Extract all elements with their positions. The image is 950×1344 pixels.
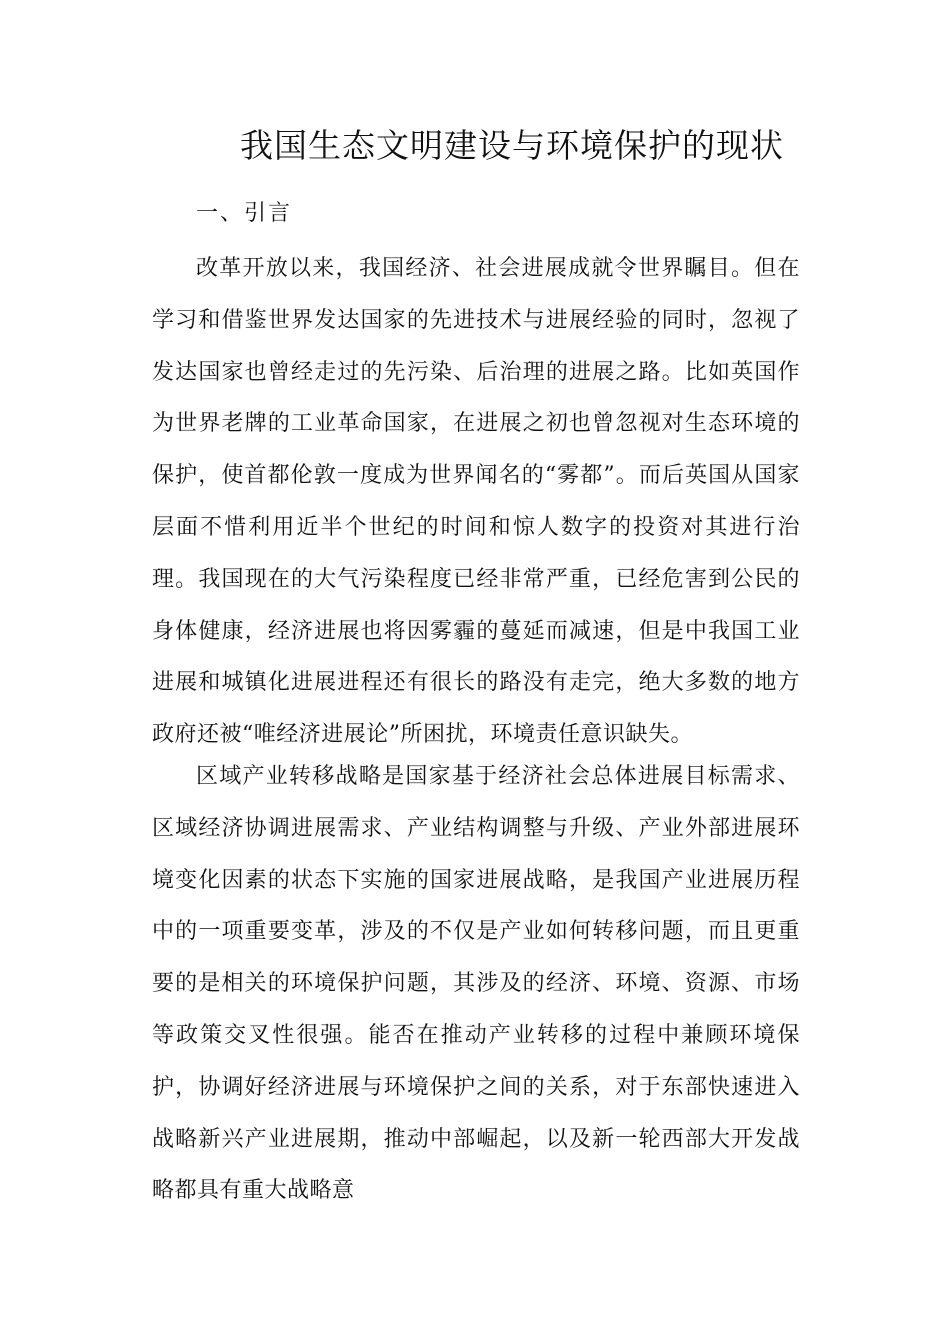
section-heading-introduction: 一、引言 bbox=[196, 201, 293, 226]
document-title: 我国生态文明建设与环境保护的现状 bbox=[240, 126, 784, 165]
body-paragraph-2: 区域产业转移战略是国家基于经济社会总体进展目标需求、区域经济协调进展需求、产业结构调整与升级、产业外部进展环境变化因素的状态下实施的国家进展战略，是我国产业进展历程中的一项重要变革，涉及的不仅是产业如何转移问题，而且更重要的是相关的环境保护问题，其涉及的经济、环境、资源、市场等政策交叉性很强。能否在推动产业转移的过程中兼顾环境保护，协调好经济进展与环境保护之间的关系，对于东部快速进入战略新兴产业进展期，推动中部崛起，以及新一轮西部大开发战略都具有重大战略意 bbox=[152, 764, 800, 1204]
body-paragraph-1: 改革开放以来，我国经济、社会进展成就令世界瞩目。但在学习和借鉴世界发达国家的先进技术与进展经验的同时，忽视了发达国家也曾经走过的先污染、后治理的进展之路。比如英国作为世界老牌的工业革命国家，在进展之初也曾忽视对生态环境的保护，使首都伦敦一度成为世界闻名的“雾都”。而后英国从国家层面不惜利用近半个世纪的时间和惊人数字的投资对其进行治理。我国现在的大气污染程度已经非常严重，已经危害到公民的身体健康，经济进展也将因雾霾的蔓延而减速，但是中我国工业进展和城镇化进展进程还有很长的路没有走完，绝大多数的地方政府还被“唯经济进展论”所困扰，环境责任意识缺失。 bbox=[152, 256, 800, 748]
